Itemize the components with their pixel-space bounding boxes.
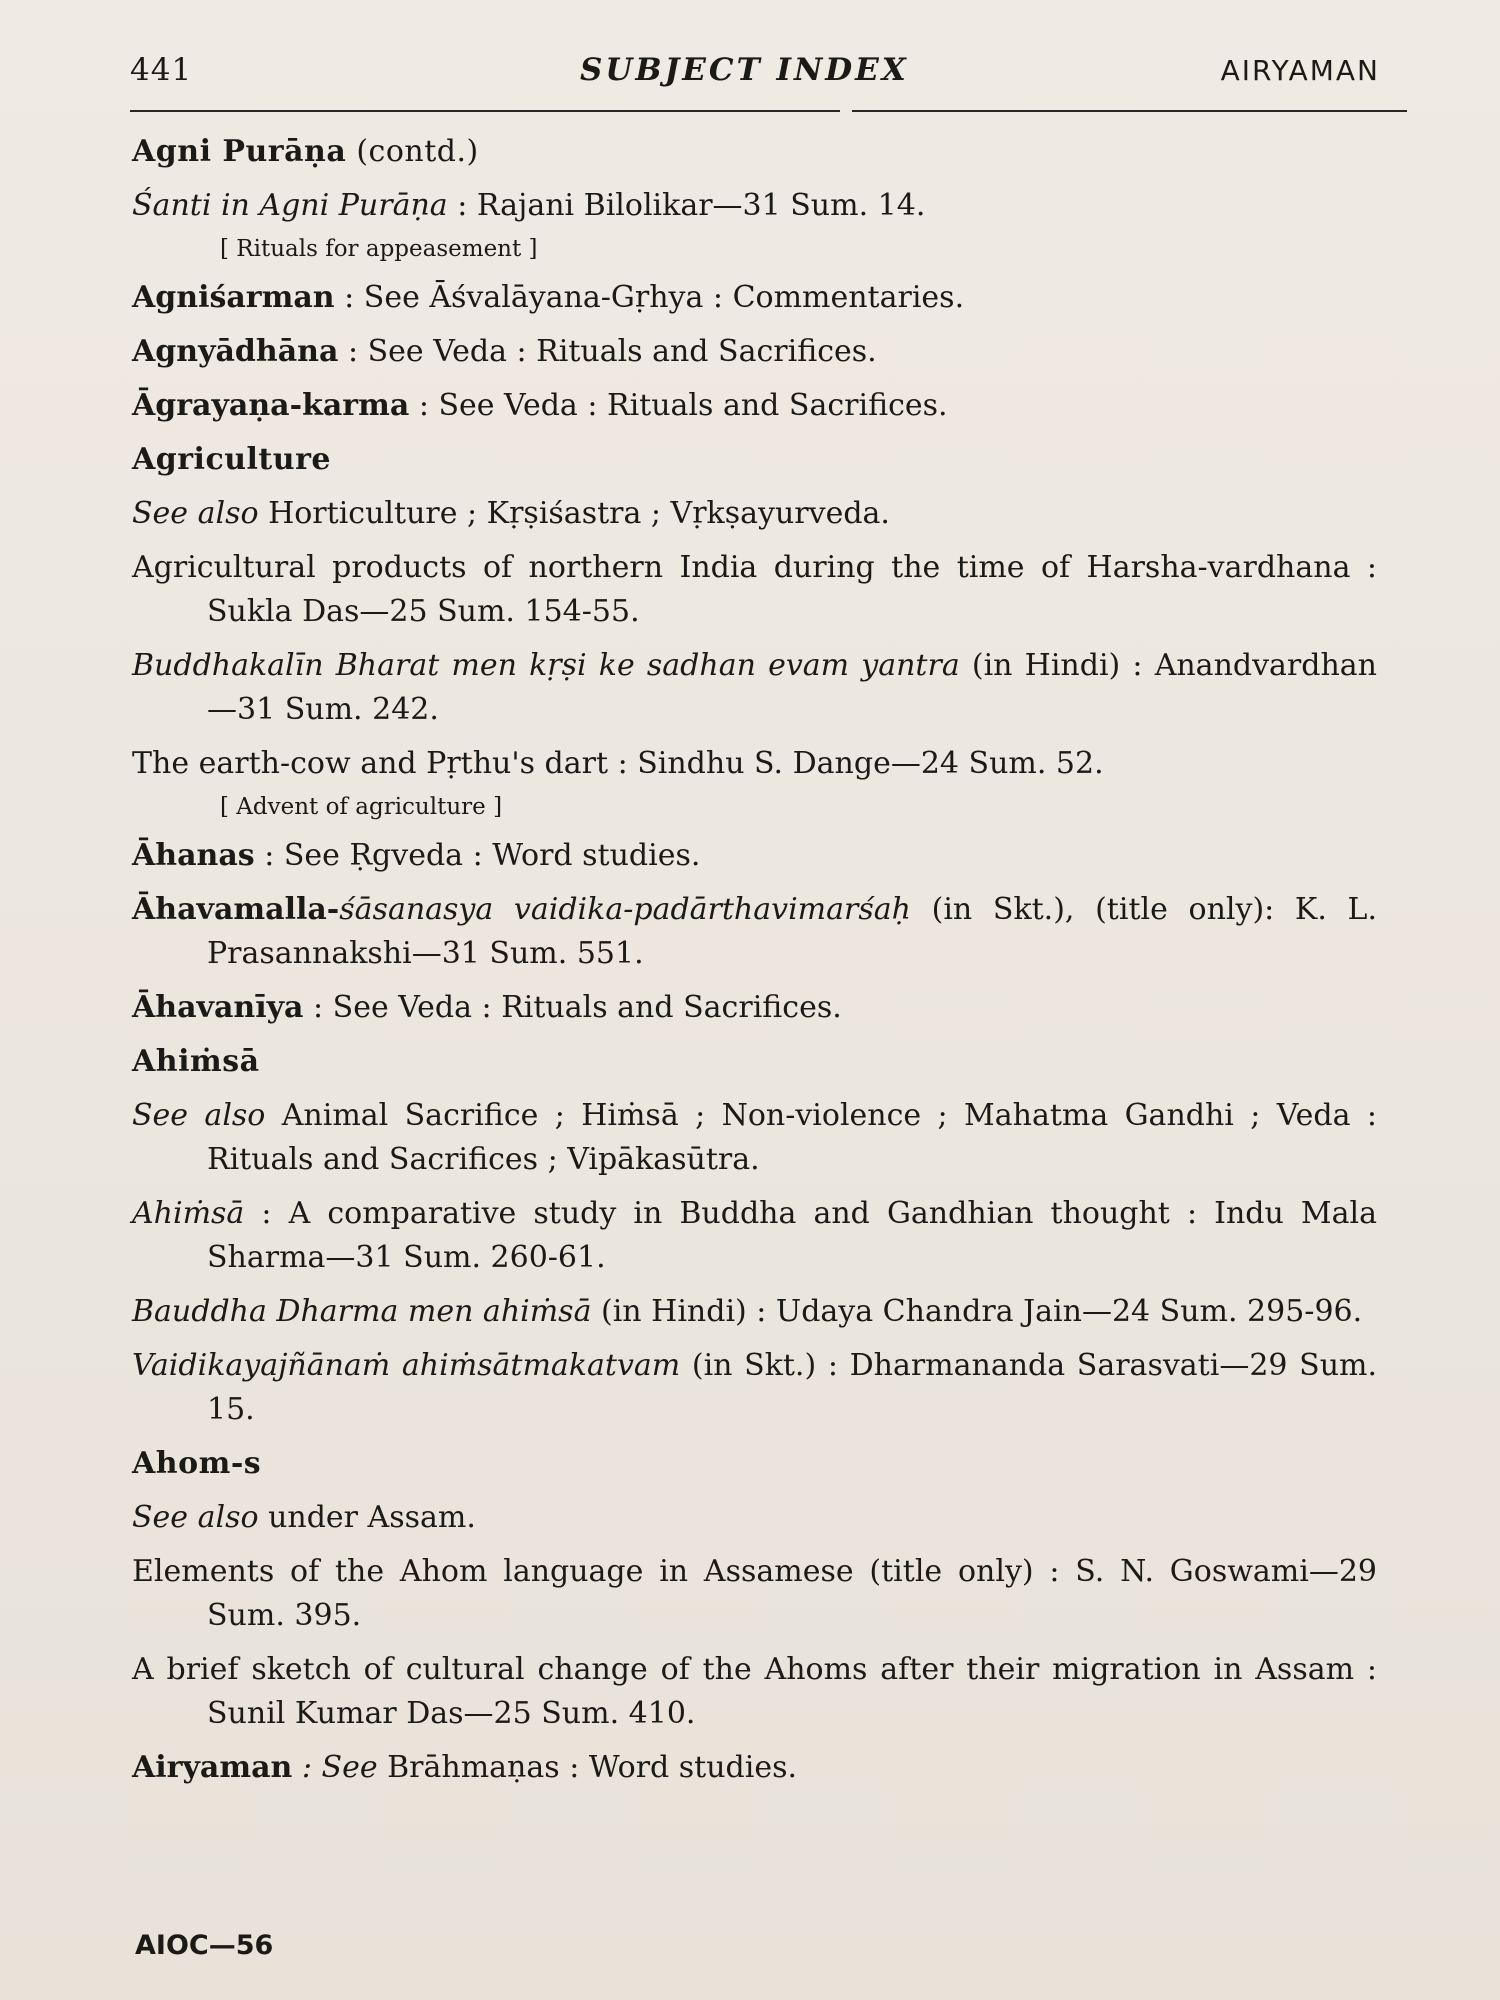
- index-entry: [132, 384, 1377, 428]
- entry-citation: (in Skt.), (title only): K. L. Prasannakshi—31 Sum. 551.: [207, 892, 1377, 971]
- see-also-label: See also: [132, 496, 259, 531]
- index-entry: [132, 184, 1377, 228]
- index-entry: [132, 834, 1377, 878]
- index-entry: [132, 1290, 1377, 1334]
- entry-cross-reference: under Assam.: [258, 1500, 476, 1535]
- entry-cross-reference: : See Āśvalāyana-Gṛhya : Commentaries.: [334, 280, 965, 315]
- entry-citation: : A comparative study in Buddha and Gandhian thought : Indu Mala Sharma—31 Sum. 260-61.: [207, 1196, 1377, 1275]
- page-title: SUBJECT INDEX: [580, 52, 909, 88]
- index-entry: [132, 986, 1377, 1030]
- index-entry: [132, 330, 1377, 374]
- see-also-label: See also: [132, 1500, 259, 1535]
- entry-cross-reference: Animal Sacrifice ; Hiṁsā ; Non-violence ; Mahatma Gandhi ; Veda : Rituals and Sacrifices ; Vipākasūtra.: [207, 1098, 1377, 1177]
- index-entry: [132, 492, 1377, 536]
- entry-cross-reference: : See Ṛgveda : Word studies.: [254, 838, 701, 873]
- entry-heading: Airyaman: [132, 1750, 293, 1785]
- entry-title: Bauddha Dharma men ahiṁsā: [132, 1294, 592, 1329]
- heading-suffix: (contd.): [346, 134, 479, 169]
- entry-heading: Agnyādhāna: [132, 334, 339, 369]
- entry-citation: (in Skt.) : Dharmananda Sarasvati—29 Sum. 15.: [207, 1348, 1378, 1427]
- index-heading: [132, 130, 1377, 174]
- header-rule-left: [130, 110, 840, 112]
- signature-mark: AIOC—56: [135, 1930, 274, 1961]
- entry-title: Śanti in Agni Purāṇa: [132, 188, 448, 223]
- index-entry: [132, 888, 1377, 976]
- index-entry: A brief sketch of cultural change of the Ahoms after their migration in Assam : Sunil Kumar Das—25 Sum. 410.: [132, 1652, 1377, 1731]
- index-heading: Ahom-s: [132, 1446, 262, 1481]
- index-entry: Elements of the Ahom language in Assamese (title only) : S. N. Goswami—29 Sum. 395.: [132, 1554, 1377, 1633]
- entry-citation: : Rajani Bilolikar—31 Sum. 14.: [447, 188, 926, 223]
- entry-cross-reference: Brāhmaṇas : Word studies.: [377, 1750, 798, 1785]
- index-entry: [132, 1192, 1377, 1280]
- index-entry: [132, 1496, 1377, 1540]
- entry-citation: (in Hindi) : Anandvardhan—31 Sum. 242.: [207, 648, 1377, 727]
- entry-note: [ Rituals for appeasement ]: [220, 236, 538, 262]
- index-entry: [132, 644, 1377, 732]
- index-entries: [132, 130, 1377, 1790]
- index-entry: [132, 1344, 1377, 1432]
- entry-cross-reference: : See Veda : Rituals and Sacrifices.: [409, 388, 948, 423]
- entry-note: [ Advent of agriculture ]: [220, 794, 503, 820]
- index-heading: Ahiṁsā: [132, 1044, 260, 1079]
- entry-heading: Āhavanīya: [132, 990, 304, 1025]
- entry-cross-reference: : See Veda : Rituals and Sacrifices.: [338, 334, 877, 369]
- index-entry: Agricultural products of northern India during the time of Harsha-vardhana : Sukla Das—25 Sum. 154-55.: [132, 550, 1377, 629]
- index-heading: Agriculture: [132, 442, 331, 477]
- see-also-label: See also: [132, 1098, 266, 1133]
- index-entry: [132, 1094, 1377, 1182]
- entry-heading: Āhavamalla-: [132, 892, 340, 927]
- entry-title: Vaidikayajñānaṁ ahiṁsātmakatvam: [132, 1348, 681, 1383]
- index-entry: The earth-cow and Pṛthu's dart : Sindhu S. Dange—24 Sum. 52.: [132, 746, 1104, 781]
- page-header: [130, 52, 1380, 100]
- running-head: AIRYAMAN: [1220, 54, 1380, 87]
- header-rule-right: [852, 110, 1407, 112]
- entry-heading: Āhanas: [132, 838, 255, 873]
- entry-title: Buddhakalīn Bharat men kṛṣi ke sadhan evam yantra: [132, 648, 960, 683]
- index-entry: [132, 1746, 1377, 1790]
- entry-title: Ahiṁsā: [132, 1196, 245, 1231]
- heading-text: Agni Purāṇa: [132, 134, 347, 169]
- entry-heading: Āgrayaṇa-karma: [132, 388, 410, 423]
- index-entry: [132, 276, 1377, 320]
- see-label: : See: [292, 1750, 378, 1785]
- entry-citation: (in Hindi) : Udaya Chandra Jain—24 Sum. 295-96.: [591, 1294, 1363, 1329]
- entry-cross-reference: : See Veda : Rituals and Sacrifices.: [303, 990, 842, 1025]
- page-number: 441: [130, 52, 193, 88]
- entry-cross-reference: Horticulture ; Kṛṣiśastra ; Vṛkṣayurveda.: [258, 496, 890, 531]
- entry-title: śāsanasya vaidika-padārthavimarśaḥ: [339, 892, 911, 927]
- entry-heading: Agniśarman: [132, 280, 335, 315]
